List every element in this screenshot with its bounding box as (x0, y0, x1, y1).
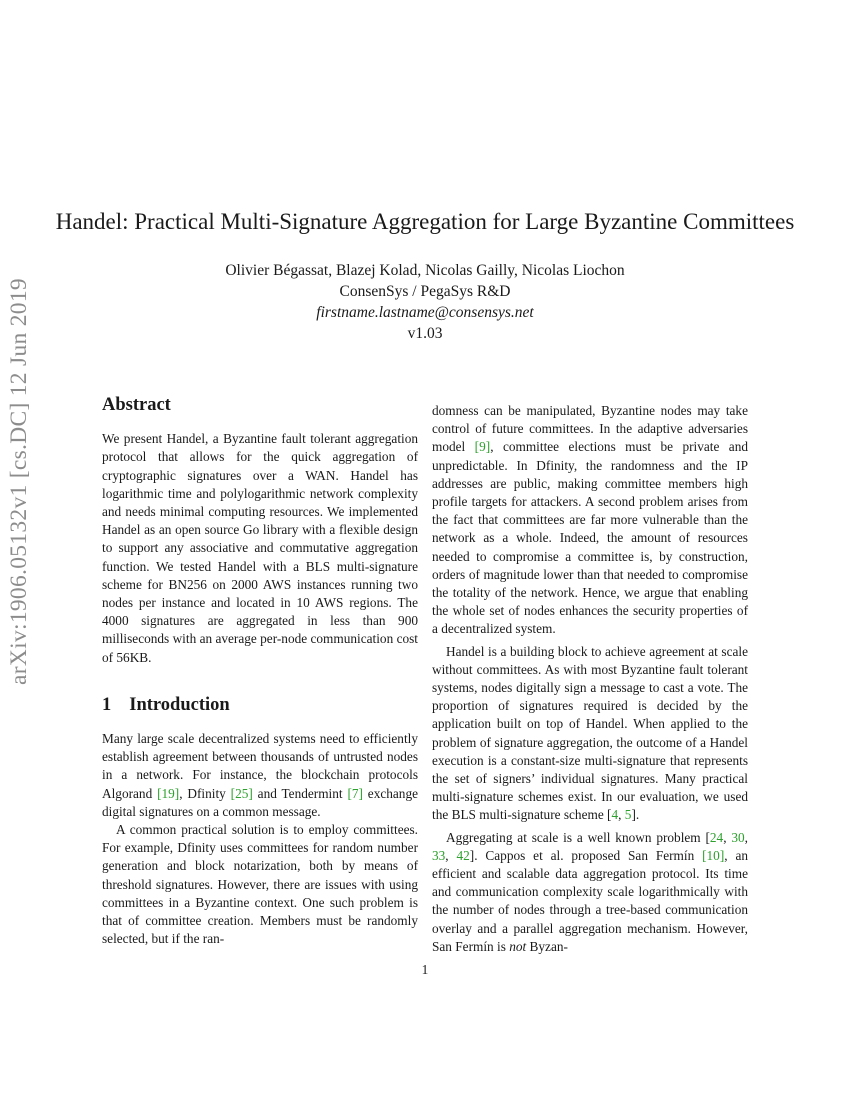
citation-link[interactable]: 30 (731, 829, 745, 845)
right-column (432, 402, 748, 956)
citation-link[interactable]: [9] (474, 439, 491, 455)
emphasis: not (509, 938, 527, 954)
citation-link[interactable]: 4 (611, 807, 619, 823)
abstract-text: We present Handel, a Byzantine fault tolerant aggregation protocol that allows for the quick aggregation of cryptographic signatures over a WAN. Handel has logarithmic time and polylogarithmic network complexity and needs minimal computing resources. We implemented Handel as an open source Go library with a flexible design to support any associative and commutative aggregation function. We tested Handel with a BLS multi-signature scheme for BN256 on 2000 AWS instances running two nodes per instance and located in 10 AWS regions. The 4000 signatures are aggregated in less than 900 milliseconds with an average per-node communication cost of 56KB. (102, 431, 418, 665)
citation-link[interactable]: 5 (624, 807, 632, 823)
section-number: 1 (102, 694, 112, 715)
version-label: v1.03 (407, 325, 443, 342)
author-list: Olivier Bégassat, Blazej Kolad, Nicolas Gailly, Nicolas Liochon (225, 262, 625, 279)
citation-link[interactable]: [10] (702, 847, 725, 863)
title-block (0, 205, 850, 344)
abstract-heading: Abstract (102, 395, 171, 415)
left-column (102, 396, 418, 948)
arxiv-identifier-stamp: arXiv:1906.05132v1 [cs.DC] 12 Jun 2019 (6, 278, 32, 685)
intro-paragraph-2-continued: domness can be manipulated, Byzantine nodes may take control of future committees. In the adaptive adversaries model [9], committee elections must be private and unpredictable. In Dfinity, the randomness and the IP addresses are public, making committee members high profile targets for attackers. A second problem arises from the fact that committees are far more vulnerable than the network as a whole. Indeed, the amount of resources needed to compromise a committee is, by construction, orders of magnitude lower than that needed to compromise the totality of the network. Hence, we argue that enabling the whole set of nodes enhances the security properties of a decentralized system. (432, 403, 748, 637)
citation-link[interactable]: [25] (230, 785, 253, 801)
citation-link[interactable]: 33 (432, 847, 446, 863)
citation-link[interactable]: 24 (709, 829, 724, 845)
page-number: 1 (421, 962, 429, 977)
section-heading-introduction (102, 696, 418, 714)
paper-title: Handel: Practical Multi-Signature Aggregation for Large Byzantine Committees (55, 209, 795, 234)
intro-paragraph-3: Handel is a building block to achieve agreement at scale without committees. As with most Byzantine fault tolerant systems, nodes digitally sign a message to cast a vote. The proportion of signatures required is decided by the application built on top of Handel. When applied to the problem of signature aggregation, the outcome of a Handel execution is a constant-size multi-signature that represents the set of signers’ individual signatures. Many practical multi-signature schemes exist. In our evaluation, we used the BLS multi-signature scheme [4, 5]. (432, 643, 748, 823)
author-email: firstname.lastname@consensys.net (316, 304, 534, 321)
affiliation: ConsenSys / PegaSys R&D (339, 283, 511, 300)
intro-paragraph-2: A common practical solution is to employ committees. For example, Dfinity uses committees for random number generation and block notarization, both by means of threshold signatures. However, there are issues with using committees in a Byzantine context. One such problem is that of committee creation. Members must be randomly selected, but if the ran- (102, 822, 418, 947)
citation-link[interactable]: [7] (347, 785, 363, 801)
citation-link[interactable]: 42 (456, 847, 470, 863)
section-title: Introduction (129, 694, 230, 715)
citation-link[interactable]: [19] (157, 785, 180, 801)
intro-paragraph-1: Many large scale decentralized systems need to efficiently establish agreement between thousands of untrusted nodes in a network. For instance, the blockchain protocols Algorand [19], Dfinity [25] and Tendermint [7] exchange digital signatures on a common message. (102, 731, 419, 819)
intro-paragraph-4: Aggregating at scale is a well known problem [24, 30, 33, 42]. Cappos et al. proposed San Fermín [10], an efficient and scalable data aggregation protocol. Its time and communication complexity scale logarithmically with the number of nodes through a tree-based communication overlay and a parallel aggregation mechanism. However, San Fermín is not Byzan- (432, 829, 749, 954)
